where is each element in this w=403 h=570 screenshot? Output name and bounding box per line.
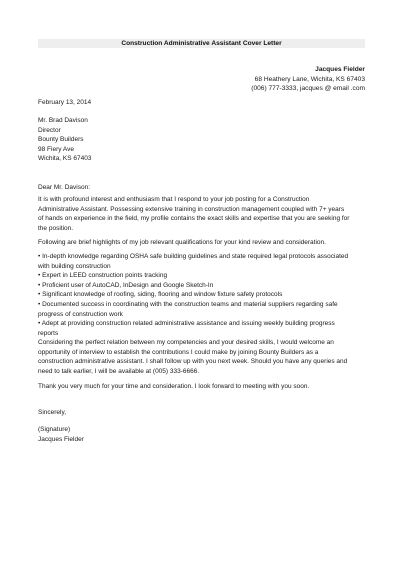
highlights-intro: Following are brief highlights of my job relevant qualifications for your kind review and consideration.	[38, 239, 326, 246]
qualifications-list	[38, 252, 368, 338]
recipient-line: Director	[38, 126, 61, 134]
list-item: • Adept at providing construction related administrative assistance and issuing weekly building progress	[38, 320, 335, 328]
list-item: • In-depth knowledge regarding OSHA safe building guidelines and state required legal protocols associated	[38, 253, 349, 260]
signoff: Sincerely,	[38, 409, 67, 416]
signature-name: Jacques Fielder	[38, 435, 84, 443]
recipient-line: Mr. Brad Davison	[38, 117, 88, 124]
signature-placeholder: (Signature)	[38, 426, 71, 433]
closing-paragraph	[38, 338, 368, 376]
list-item: • Proficient user of AutoCAD, InDesign and Google Sketch-In	[38, 281, 214, 289]
paragraph-line: of hands on experience in the field, my profile contains the exact skills and expertise that you are seeking for	[38, 215, 350, 223]
sender-name: Jacques Fielder	[315, 66, 365, 73]
list-item: • Significant knowledge of roofing, siding, flooring and window fixture safety protocols	[38, 291, 283, 299]
recipient-line: Bounty Builders	[38, 136, 84, 144]
sender-address: 68 Heathery Lane, Wichita, KS 67403	[254, 75, 365, 83]
signature-block	[38, 425, 368, 444]
recipient-line: 98 Fiery Ave	[38, 145, 75, 153]
paragraph-line: It is with profound interest and enthusiasm that I respond to your job posting for a Construction	[38, 196, 310, 203]
sender-contact: (006) 777-3333, jacques @ email .com	[251, 85, 365, 93]
list-item: with building construction	[38, 262, 111, 270]
paragraph-line: Administrative Assistant. Possessing extensive training in construction management coupled with 7+ years	[38, 205, 345, 213]
recipient-line: Wichita, KS 67403	[38, 155, 92, 163]
intro-paragraph	[38, 195, 368, 233]
list-item: reports	[38, 329, 59, 337]
list-item: progress of construction work	[38, 310, 123, 318]
paragraph-line: Considering the perfect relation between my competencies and your desired skills, I would welcome an	[38, 339, 334, 346]
paragraph-line: the position.	[38, 224, 74, 232]
sender-block	[251, 65, 365, 94]
paragraph-line: construction administrative assistant. I shall follow up with you next week. Should you have any queries and	[38, 358, 348, 366]
salutation: Dear Mr. Davison:	[38, 184, 91, 191]
letter-date: February 13, 2014	[38, 99, 92, 106]
list-item: • Documented success in coordinating with the construction teams and material suppliers regarding safe	[38, 300, 338, 308]
list-item: • Expert in LEED construction points tracking	[38, 272, 168, 280]
document-title: Construction Administrative Assistant Cover Letter	[38, 39, 365, 48]
recipient-block	[38, 116, 368, 164]
paragraph-line: need to talk earlier, I will be available at (005) 333-6666.	[38, 367, 200, 375]
paragraph-line: opportunity of interview to establish the contributions I could make by joining Bounty Builders as a	[38, 348, 319, 356]
thanks-line: Thank you very much for your time and consideration. I look forward to meeting with you soon.	[38, 383, 310, 390]
